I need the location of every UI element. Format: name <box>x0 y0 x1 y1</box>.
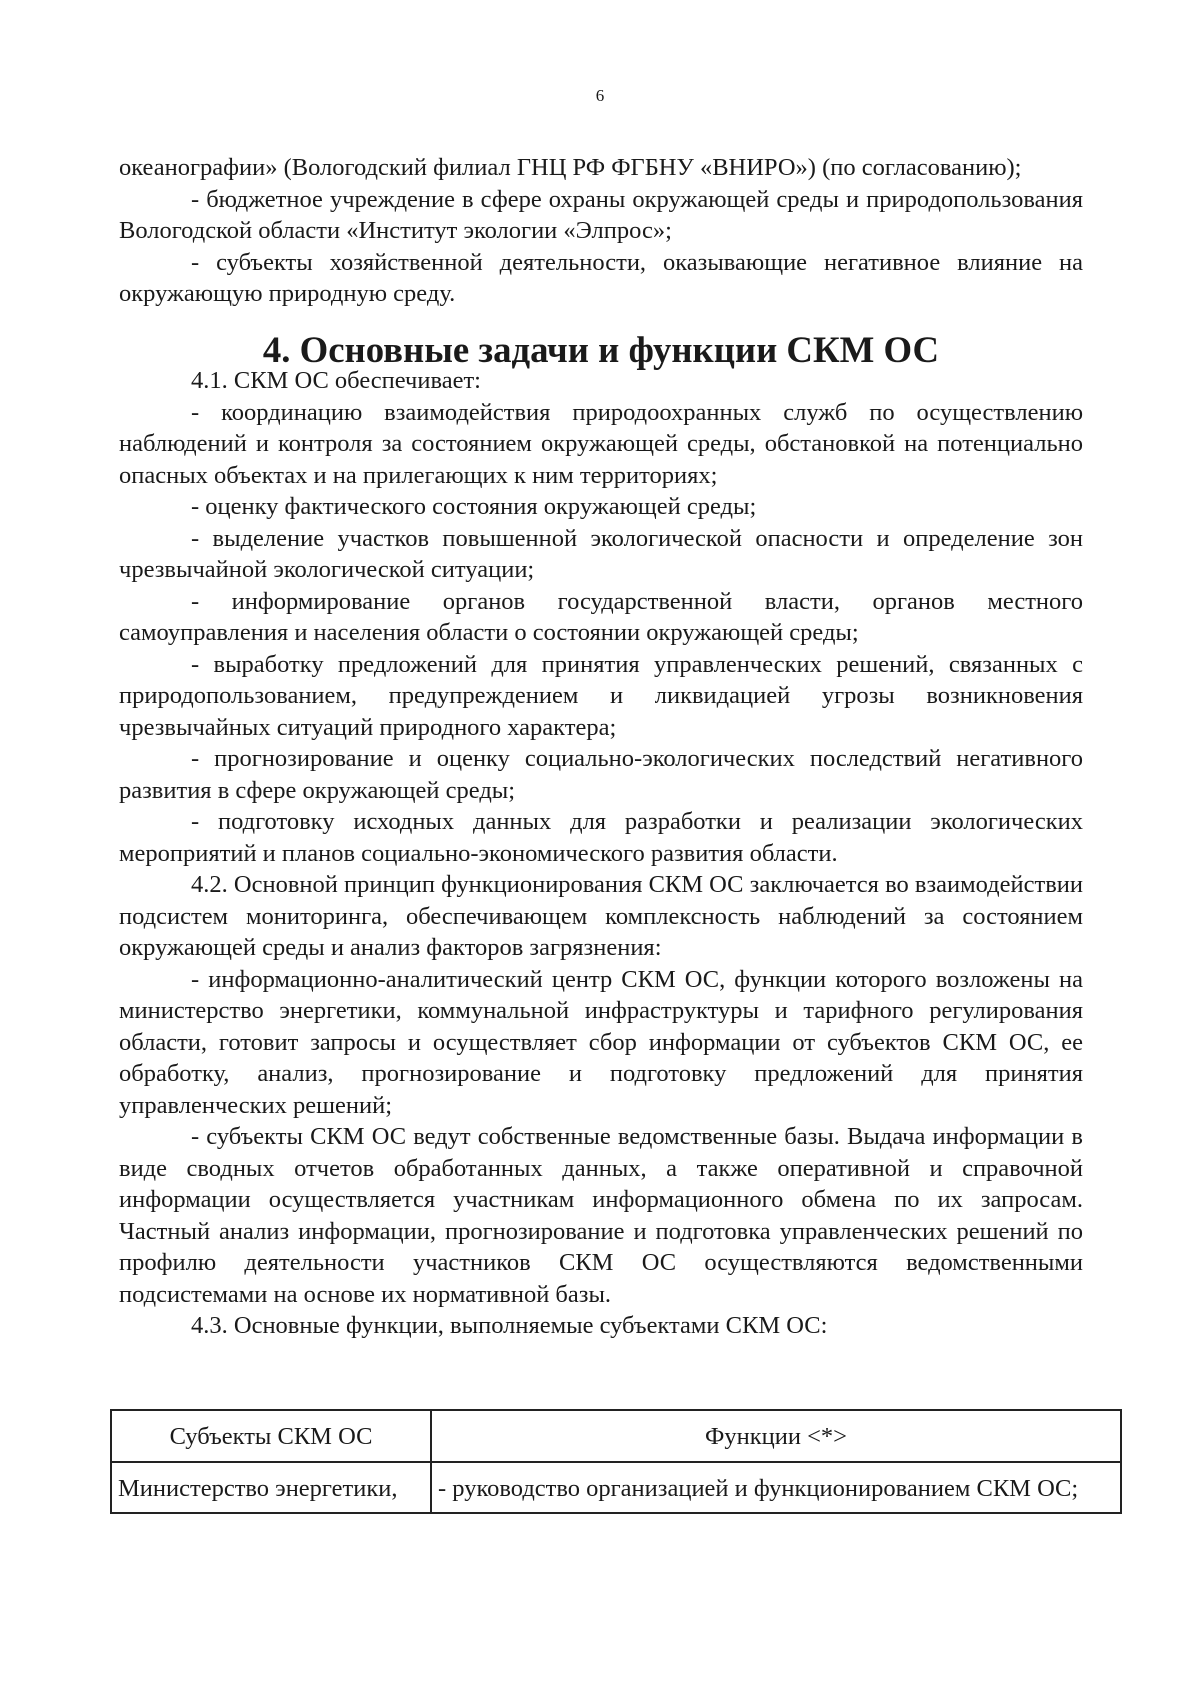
table-header-functions: Функции <*> <box>431 1410 1121 1462</box>
clause-4-1: 4.1. СКМ ОС обеспечивает: <box>191 367 481 394</box>
list-item: - подготовку исходных данных для разработки и реализации экологических мероприятий и планов социально-экономического развития области. <box>119 808 1083 867</box>
page-number: 6 <box>595 86 605 105</box>
document-body <box>119 152 1083 1342</box>
table-header-row <box>111 1410 1121 1462</box>
list-item: - координацию взаимодействия природоохранных служб по осуществлению наблюдений и контроля за состоянием окружающей среды, обстановкой на потенциально опасных объектах и на прилегающих к ним территориях; <box>119 398 1083 489</box>
list-item: - субъекты хозяйственной деятельности, оказывающие негативное влияние на окружающую природную среду. <box>119 248 1083 307</box>
list-item: - информирование органов государственной власти, органов местного самоуправления и населения области о состоянии окружающей среды; <box>119 587 1083 646</box>
clause-4-3: 4.3. Основные функции, выполняемые субъектами СКМ ОС: <box>191 1312 828 1339</box>
list-item: - оценку фактического состояния окружающей среды; <box>191 493 757 520</box>
table-header-subject: Субъекты СКМ ОС <box>111 1410 431 1462</box>
functions-table <box>110 1409 1122 1514</box>
list-item: - выделение участков повышенной экологической опасности и определение зон чрезвычайной экологической ситуации; <box>119 524 1083 583</box>
list-item: - выработку предложений для принятия управленческих решений, связанных с природопользованием, предупреждением и ликвидацией угрозы возникновения чрезвычайных ситуаций природного характера; <box>119 650 1083 741</box>
section-heading: 4. Основные задачи и функции СКМ ОС <box>262 328 940 370</box>
paragraph: океанографии» (Вологодский филиал ГНЦ РФ ФГБНУ «ВНИРО») (по согласованию); <box>119 154 1022 181</box>
clause-4-2: 4.2. Основной принцип функционирования СКМ ОС заключается во взаимодействии подсистем мониторинга, обеспечивающем комплексность наблюдений за состоянием окружающей среды и анализ факторов загрязнения: <box>119 871 1083 961</box>
list-item: - информационно-аналитический центр СКМ ОС, функции которого возложены на министерство энергетики, коммунальной инфраструктуры и тарифного регулирования области, готовит запросы и осуществляет сбор информации от субъектов СКМ ОС, ее обработку, анализ, прогнозирование и подготовку предложений для принятия управленческих решений; <box>119 965 1083 1119</box>
table-cell-function: - руководство организацией и функционированием СКМ ОС; <box>431 1462 1121 1514</box>
list-item: - прогнозирование и оценку социально-экологических последствий негативного развития в сфере окружающей среды; <box>119 745 1083 804</box>
list-item: - субъекты СКМ ОС ведут собственные ведомственные базы. Выдача информации в виде сводных отчетов обработанных данных, а также оперативной и справочной информации осуществляется участникам информационного обмена по их запросам. Частный анализ информации, прогнозирование и подготовка управленческих решений по профилю деятельности участников СКМ ОС осуществляются ведомственными подсистемами на основе их нормативной базы. <box>119 1123 1083 1308</box>
table-row <box>111 1462 1121 1514</box>
table-cell-subject: Министерство энергетики, <box>111 1462 431 1514</box>
list-item: - бюджетное учреждение в сфере охраны окружающей среды и природопользования Вологодской области «Институт экологии «Элпрос»; <box>119 185 1083 244</box>
